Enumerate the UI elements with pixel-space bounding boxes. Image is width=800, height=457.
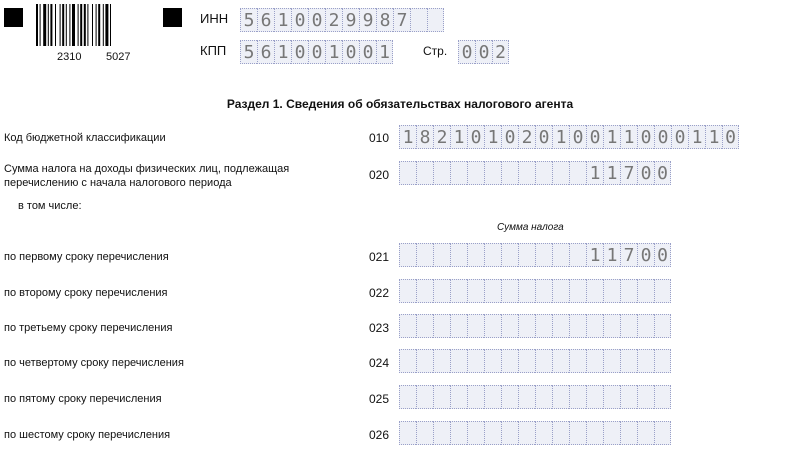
digit-cell[interactable]: 0 <box>291 40 308 64</box>
digit-cell[interactable]: 0 <box>637 243 654 267</box>
digit-cell[interactable]: 1 <box>376 40 393 64</box>
digit-cell[interactable] <box>569 349 586 373</box>
digit-cell[interactable] <box>552 421 569 445</box>
tax-term-3-field[interactable] <box>399 314 671 338</box>
row-code-020: 020 <box>369 168 390 182</box>
including-label: в том числе: <box>18 200 82 212</box>
digit-cell[interactable]: 1 <box>620 125 637 149</box>
row-label-020-line1: Сумма налога на доходы физических лиц, подлежащая <box>4 163 290 175</box>
digit-cell[interactable]: 7 <box>393 8 410 32</box>
digit-cell[interactable] <box>433 349 450 373</box>
digit-cell[interactable] <box>450 385 467 409</box>
digit-cell[interactable] <box>620 349 637 373</box>
row-code-024: 024 <box>369 356 390 370</box>
corner-marker-right <box>163 8 182 27</box>
row-label-022: по второму сроку перечисления <box>4 287 168 299</box>
digit-cell[interactable] <box>467 385 484 409</box>
digit-cell[interactable] <box>501 385 518 409</box>
digit-cell[interactable] <box>535 314 552 338</box>
digit-cell[interactable] <box>603 279 620 303</box>
digit-cell[interactable] <box>433 385 450 409</box>
digit-cell[interactable] <box>399 349 416 373</box>
digit-cell[interactable]: 0 <box>458 40 475 64</box>
digit-cell[interactable] <box>399 243 416 267</box>
digit-cell[interactable]: 0 <box>637 161 654 185</box>
row-label-024: по четвертому сроку перечисления <box>4 357 184 369</box>
digit-cell[interactable] <box>467 279 484 303</box>
digit-cell[interactable]: 1 <box>688 125 705 149</box>
digit-cell[interactable] <box>637 314 654 338</box>
digit-cell[interactable] <box>450 421 467 445</box>
tax-term-5-field[interactable] <box>399 385 671 409</box>
digit-cell[interactable] <box>450 243 467 267</box>
row-code-021: 021 <box>369 250 390 264</box>
digit-cell[interactable] <box>518 314 535 338</box>
digit-cell[interactable] <box>552 279 569 303</box>
digit-cell[interactable] <box>586 385 603 409</box>
digit-cell[interactable] <box>427 8 444 32</box>
digit-cell[interactable]: 1 <box>274 8 291 32</box>
digit-cell[interactable] <box>552 161 569 185</box>
digit-cell[interactable] <box>654 421 671 445</box>
digit-cell[interactable] <box>501 279 518 303</box>
digit-cell[interactable] <box>620 385 637 409</box>
digit-cell[interactable] <box>535 421 552 445</box>
row-label-026: по шестому сроку перечисления <box>4 429 171 441</box>
digit-cell[interactable]: 1 <box>705 125 722 149</box>
digit-cell[interactable] <box>484 279 501 303</box>
digit-cell[interactable] <box>586 279 603 303</box>
digit-cell[interactable] <box>569 385 586 409</box>
digit-cell[interactable]: 1 <box>586 243 603 267</box>
digit-cell[interactable]: 0 <box>586 125 603 149</box>
row-label-010: Код бюджетной классификации <box>4 132 166 144</box>
tax-term-6-field[interactable] <box>399 421 671 445</box>
digit-cell[interactable]: 1 <box>603 161 620 185</box>
digit-cell[interactable] <box>433 161 450 185</box>
corner-marker-left <box>4 8 23 27</box>
tax-term-4-field[interactable] <box>399 349 671 373</box>
digit-cell[interactable] <box>603 349 620 373</box>
inn-field[interactable] <box>240 8 444 32</box>
digit-cell[interactable] <box>501 161 518 185</box>
digit-cell[interactable] <box>501 421 518 445</box>
kpp-field[interactable] <box>240 40 393 64</box>
row-label-025: по пятому сроку перечисления <box>4 393 162 405</box>
digit-cell[interactable]: 1 <box>586 161 603 185</box>
digit-cell[interactable] <box>501 349 518 373</box>
digit-cell[interactable]: 0 <box>654 161 671 185</box>
kbk-field[interactable] <box>399 125 739 149</box>
digit-cell[interactable]: 2 <box>433 125 450 149</box>
row-code-026: 026 <box>369 428 390 442</box>
digit-cell[interactable]: 5 <box>240 8 257 32</box>
page-label: Стр. <box>423 44 448 58</box>
digit-cell[interactable]: 1 <box>450 125 467 149</box>
digit-cell[interactable]: 0 <box>654 125 671 149</box>
row-label-021: по первому сроку перечисления <box>4 251 169 263</box>
column-header-tax-amount: Сумма налога <box>497 222 564 233</box>
digit-cell[interactable] <box>654 385 671 409</box>
digit-cell[interactable] <box>552 349 569 373</box>
digit-cell[interactable] <box>518 421 535 445</box>
digit-cell[interactable] <box>467 243 484 267</box>
digit-cell[interactable] <box>569 421 586 445</box>
digit-cell[interactable] <box>518 349 535 373</box>
digit-cell[interactable] <box>416 349 433 373</box>
barcode-number-right: 5027 <box>106 51 131 63</box>
digit-cell[interactable]: 1 <box>552 125 569 149</box>
digit-cell[interactable]: 0 <box>359 40 376 64</box>
digit-cell[interactable] <box>450 161 467 185</box>
digit-cell[interactable] <box>552 385 569 409</box>
digit-cell[interactable] <box>484 161 501 185</box>
digit-cell[interactable] <box>535 279 552 303</box>
digit-cell[interactable]: 1 <box>484 125 501 149</box>
digit-cell[interactable]: 0 <box>501 125 518 149</box>
digit-cell[interactable]: 0 <box>475 40 492 64</box>
digit-cell[interactable] <box>552 314 569 338</box>
digit-cell[interactable]: 6 <box>257 8 274 32</box>
digit-cell[interactable]: 1 <box>274 40 291 64</box>
digit-cell[interactable] <box>603 421 620 445</box>
digit-cell[interactable]: 2 <box>492 40 509 64</box>
digit-cell[interactable] <box>637 279 654 303</box>
digit-cell[interactable] <box>399 279 416 303</box>
digit-cell[interactable] <box>535 385 552 409</box>
digit-cell[interactable] <box>569 161 586 185</box>
digit-cell[interactable] <box>484 421 501 445</box>
row-label-020-line2: перечислению с начала налогового периода <box>4 177 232 189</box>
digit-cell[interactable]: 8 <box>416 125 433 149</box>
digit-cell[interactable]: 6 <box>257 40 274 64</box>
digit-cell[interactable] <box>416 385 433 409</box>
digit-cell[interactable] <box>467 161 484 185</box>
digit-cell[interactable] <box>484 314 501 338</box>
digit-cell[interactable] <box>586 314 603 338</box>
digit-cell[interactable] <box>535 243 552 267</box>
digit-cell[interactable] <box>603 385 620 409</box>
row-code-022: 022 <box>369 286 390 300</box>
digit-cell[interactable] <box>620 279 637 303</box>
inn-label: ИНН <box>200 11 229 26</box>
digit-cell[interactable] <box>416 161 433 185</box>
digit-cell[interactable] <box>518 279 535 303</box>
digit-cell[interactable] <box>467 421 484 445</box>
digit-cell[interactable] <box>535 349 552 373</box>
barcode-number-left: 2310 <box>57 51 82 63</box>
digit-cell[interactable] <box>450 349 467 373</box>
digit-cell[interactable]: 0 <box>308 40 325 64</box>
digit-cell[interactable] <box>433 314 450 338</box>
digit-cell[interactable]: 0 <box>569 125 586 149</box>
tax-term-2-field[interactable] <box>399 279 671 303</box>
digit-cell[interactable] <box>569 279 586 303</box>
digit-cell[interactable] <box>535 161 552 185</box>
tax-term-1-field[interactable] <box>399 243 671 267</box>
digit-cell[interactable] <box>416 243 433 267</box>
digit-cell[interactable] <box>518 161 535 185</box>
page-number-field[interactable] <box>458 40 509 64</box>
digit-cell[interactable]: 0 <box>671 125 688 149</box>
digit-cell[interactable] <box>586 349 603 373</box>
digit-cell[interactable] <box>654 349 671 373</box>
section-title: Раздел 1. Сведения об обязательствах налогового агента <box>226 97 574 111</box>
digit-cell[interactable] <box>399 314 416 338</box>
digit-cell[interactable] <box>416 421 433 445</box>
digit-cell[interactable] <box>450 279 467 303</box>
digit-cell[interactable]: 0 <box>291 8 308 32</box>
digit-cell[interactable] <box>603 314 620 338</box>
row-label-023: по третьему сроку перечисления <box>4 322 173 334</box>
digit-cell[interactable] <box>569 243 586 267</box>
digit-cell[interactable] <box>484 349 501 373</box>
digit-cell[interactable] <box>518 243 535 267</box>
digit-cell[interactable]: 0 <box>308 8 325 32</box>
digit-cell[interactable]: 2 <box>518 125 535 149</box>
digit-cell[interactable] <box>467 314 484 338</box>
digit-cell[interactable] <box>416 314 433 338</box>
digit-cell[interactable] <box>484 385 501 409</box>
row-code-023: 023 <box>369 321 390 335</box>
digit-cell[interactable] <box>433 243 450 267</box>
digit-cell[interactable] <box>501 314 518 338</box>
digit-cell[interactable] <box>433 421 450 445</box>
digit-cell[interactable] <box>450 314 467 338</box>
digit-cell[interactable] <box>620 421 637 445</box>
digit-cell[interactable] <box>637 349 654 373</box>
digit-cell[interactable] <box>518 385 535 409</box>
kpp-label: КПП <box>200 43 227 58</box>
digit-cell[interactable] <box>654 279 671 303</box>
digit-cell[interactable] <box>399 161 416 185</box>
digit-cell[interactable]: 0 <box>342 40 359 64</box>
digit-cell[interactable]: 5 <box>240 40 257 64</box>
digit-cell[interactable] <box>637 421 654 445</box>
digit-cell[interactable]: 0 <box>535 125 552 149</box>
digit-cell[interactable]: 0 <box>654 243 671 267</box>
digit-cell[interactable] <box>637 385 654 409</box>
digit-cell[interactable]: 0 <box>637 125 654 149</box>
digit-cell[interactable] <box>586 421 603 445</box>
barcode <box>36 4 156 64</box>
digit-cell[interactable] <box>569 314 586 338</box>
digit-cell[interactable] <box>654 314 671 338</box>
digit-cell[interactable] <box>399 385 416 409</box>
digit-cell[interactable]: 1 <box>603 125 620 149</box>
digit-cell[interactable]: 0 <box>467 125 484 149</box>
digit-cell[interactable]: 1 <box>603 243 620 267</box>
digit-cell[interactable] <box>399 421 416 445</box>
digit-cell[interactable]: 1 <box>325 40 342 64</box>
digit-cell[interactable] <box>467 349 484 373</box>
digit-cell[interactable] <box>433 279 450 303</box>
digit-cell[interactable]: 2 <box>325 8 342 32</box>
digit-cell[interactable] <box>552 243 569 267</box>
digit-cell[interactable] <box>501 243 518 267</box>
digit-cell[interactable]: 9 <box>342 8 359 32</box>
digit-cell[interactable] <box>484 243 501 267</box>
row-code-010: 010 <box>369 131 390 145</box>
digit-cell[interactable] <box>416 279 433 303</box>
digit-cell[interactable] <box>620 314 637 338</box>
digit-cell[interactable]: 7 <box>620 243 637 267</box>
digit-cell[interactable] <box>410 8 427 32</box>
digit-cell[interactable]: 0 <box>722 125 739 149</box>
row-code-025: 025 <box>369 392 390 406</box>
digit-cell[interactable]: 1 <box>399 125 416 149</box>
digit-cell[interactable]: 7 <box>620 161 637 185</box>
tax-total-field[interactable] <box>399 161 671 185</box>
digit-cell[interactable]: 8 <box>376 8 393 32</box>
digit-cell[interactable]: 9 <box>359 8 376 32</box>
